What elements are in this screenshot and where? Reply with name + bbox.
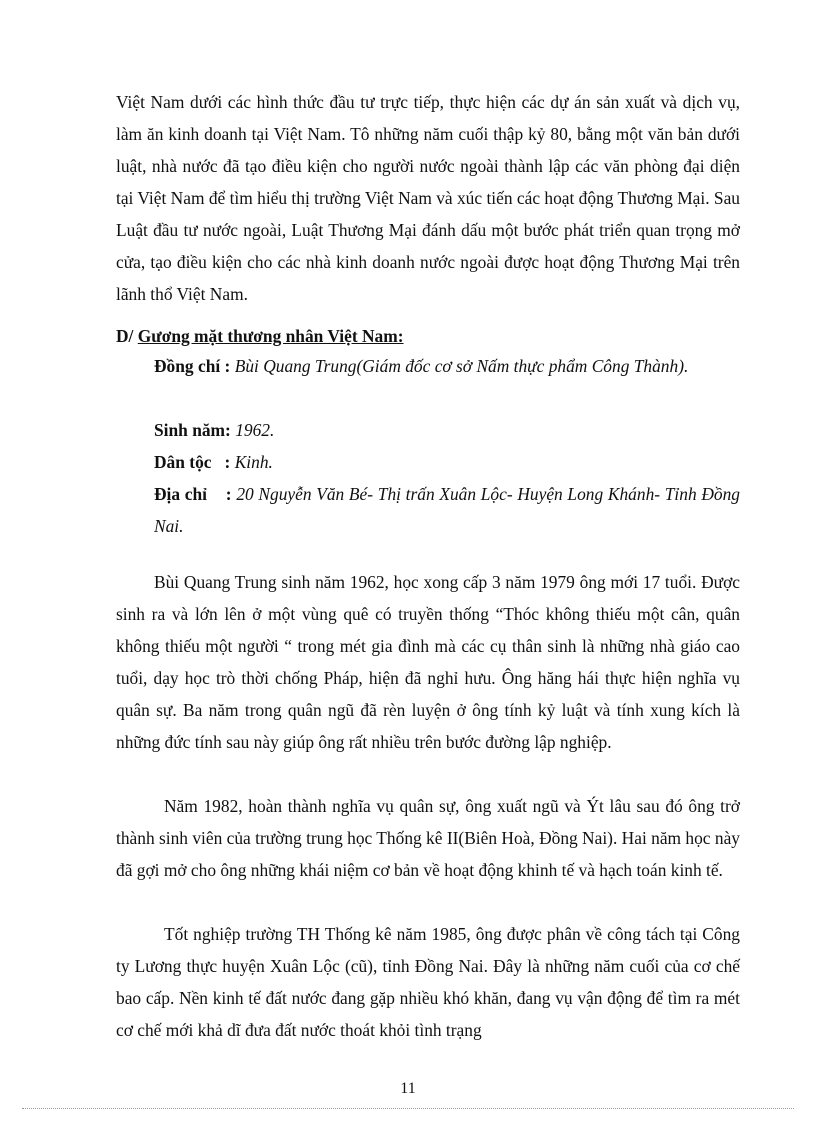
section-heading	[116, 320, 740, 352]
profile-ethnic	[154, 446, 740, 478]
paragraph-1985: Tốt nghiệp trường TH Thống kê năm 1985, ông được phân về công tách tại Công ty Lương thực huyện Xuân Lộc (cũ), tỉnh Đồng Nai. Đây là những năm cuối của cơ chế bao cấp. Nền kinh tế đất nước đang gặp nhiều khó khăn, đang vụ vận động để tìm ra mét cơ chế mới khả dĩ đưa đất nước thoát khỏi tình trạng	[116, 924, 740, 1040]
page-number: 11	[400, 1080, 416, 1097]
profile-name-value: Bùi Quang Trung(Giám đốc cơ sở Nấm thực phẩm Công Thành).	[234, 356, 689, 376]
profile-ethnic-label: Dân tộc :	[154, 452, 231, 472]
profile-address	[154, 478, 740, 542]
profile-address-label: Địa chỉ :	[154, 484, 232, 504]
profile-birth-value: 1962.	[235, 420, 275, 440]
paragraph-intro: Việt Nam dưới các hình thức đầu tư trực tiếp, thực hiện các dự án sản xuất và dịch vụ, làm ăn kinh doanh tại Việt Nam. Tô những năm cuối thập kỷ 80, bằng một văn bản dưới luật, nhà nước đã tạo điều kiện cho người nước ngoài thành lập các văn phòng đại diện tại Việt Nam để tìm hiểu thị trường Việt Nam và xúc tiến các hoạt động Thương Mại. Sau Luật đầu tư nước ngoài, Luật Thương Mại đánh dấu một bước phát triển quan trọng mở cửa, tạo điều kiện cho các nhà kinh doanh nước ngoài được hoạt động Thương Mại trên lãnh thổ Việt Nam.	[116, 92, 740, 304]
profile-birth-label: Sinh năm:	[154, 420, 231, 440]
profile-ethnic-value: Kinh.	[234, 452, 273, 472]
paragraph-1982: Năm 1982, hoàn thành nghĩa vụ quân sự, ông xuất ngũ và Ýt lâu sau đó ông trở thành sinh viên của trường trung học Thống kê II(Biên Hoà, Đồng Nai). Hai năm học này đã gợi mở cho ông những khái niệm cơ bản về hoạt động khinh tế và hạch toán kinh tế.	[116, 796, 740, 880]
section-title: Gương mặt thương nhân Việt Nam:	[137, 326, 404, 346]
profile-address-value: 20 Nguyễn Văn Bé- Thị trấn Xuân Lộc- Huyện Long Khánh- Tỉnh Đồng Nai.	[154, 484, 740, 536]
profile-name-label: Đồng chí :	[154, 356, 231, 376]
section-prefix: D/	[116, 326, 138, 346]
profile-birth	[154, 414, 740, 446]
paragraph-bio: Bùi Quang Trung sinh năm 1962, học xong cấp 3 năm 1979 ông mới 17 tuổi. Được sinh ra và lớn lên ở một vùng quê có truyền thống “Thóc không thiếu một cân, quân không thiếu một người “ trong mét gia đình mà các cụ thân sinh là những nhà giáo cao tuổi, dạy học trò thời chống Pháp, hiện đã nghỉ hưu. Ông hăng hái thực hiện nghĩa vụ quân sự. Ba năm trong quân ngũ đã rèn luyện ở ông tính kỷ luật và tính xung kích là những đức tính sau này giúp ông rất nhiều trên bước đường lập nghiệp.	[116, 572, 740, 752]
footer-divider	[22, 1108, 794, 1109]
profile-name	[154, 350, 740, 382]
